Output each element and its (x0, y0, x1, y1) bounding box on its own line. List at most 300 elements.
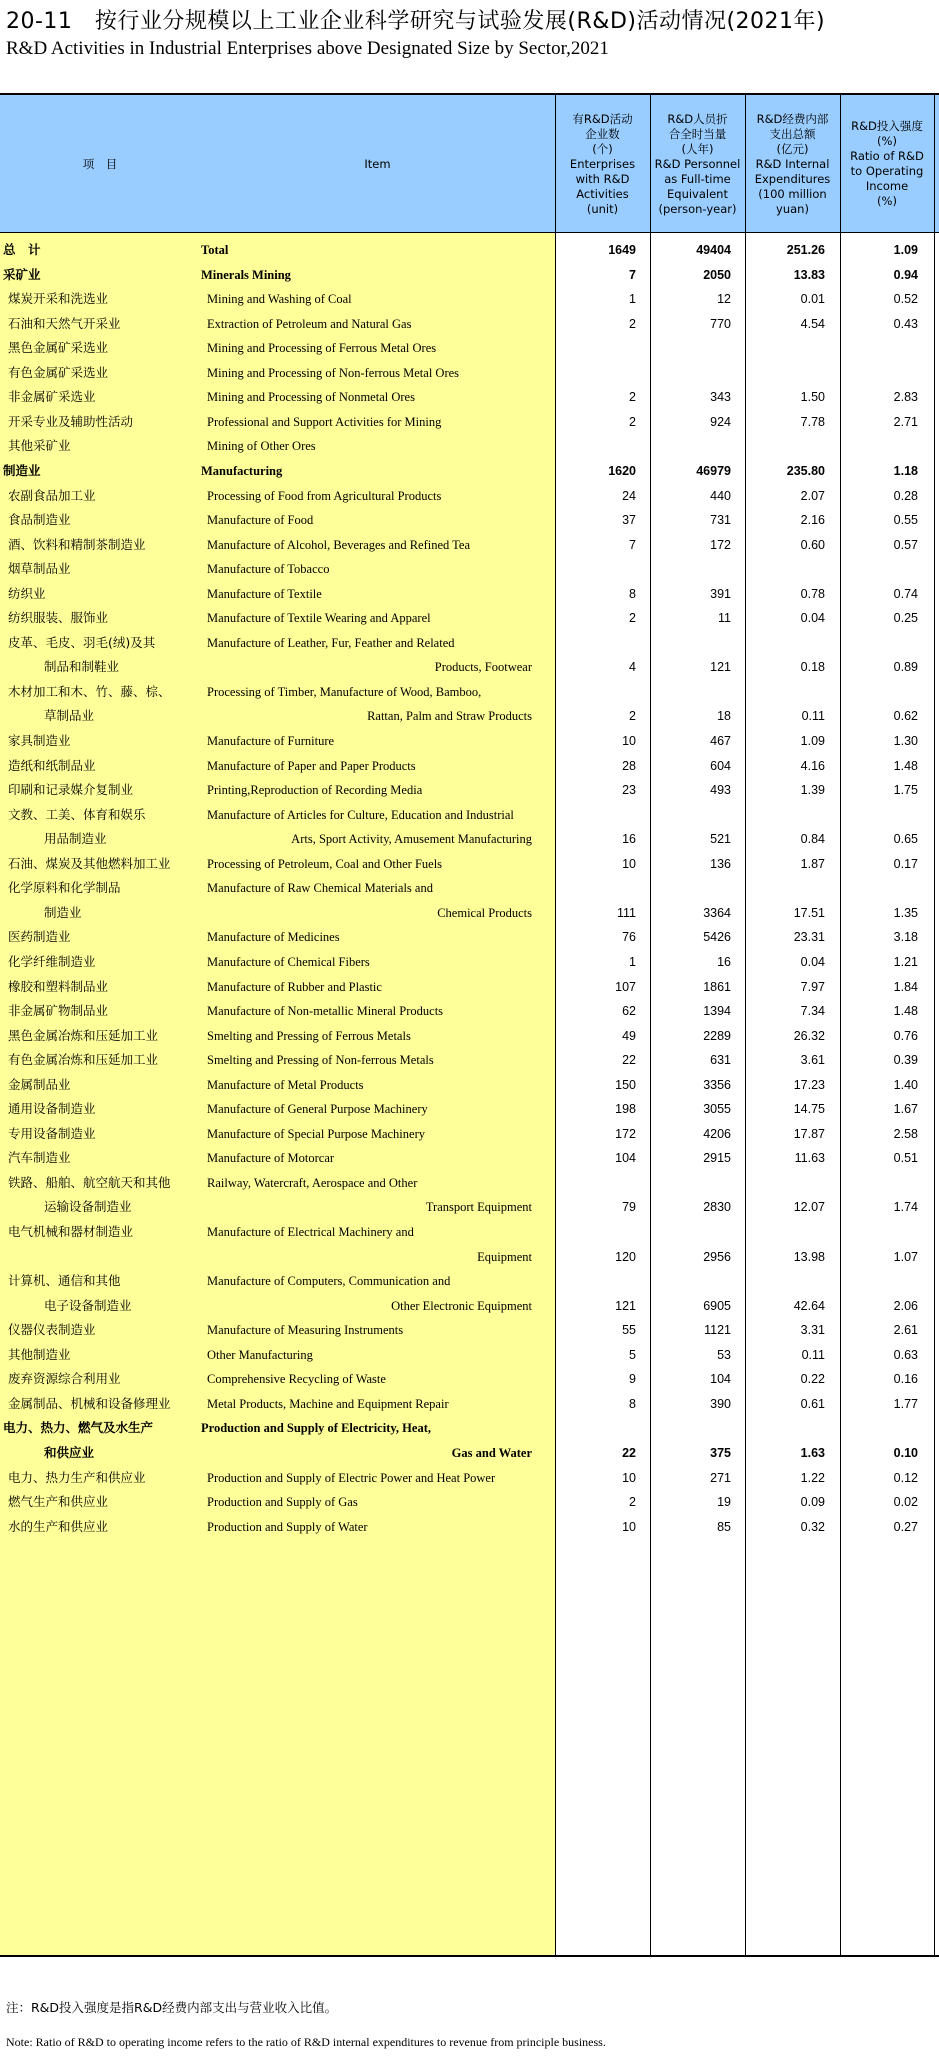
cell-v4: 1.09 (893, 243, 918, 257)
row-label-cn: 制造业 (44, 904, 82, 920)
cell-v2: 1394 (703, 1004, 731, 1019)
header-enterprises (555, 95, 650, 233)
row-label-en: Manufacture of Raw Chemical Materials and (207, 881, 433, 896)
row-label-cn: 采矿业 (3, 266, 41, 282)
row-label-en: Gas and Water (451, 1445, 532, 1460)
cell-v3: 0.04 (800, 611, 825, 626)
cell-v4: 1.74 (893, 1200, 918, 1215)
cell-v4: 0.65 (893, 832, 918, 847)
cell-v1: 28 (622, 758, 636, 773)
row-label-cn: 农副食品加工业 (8, 487, 96, 503)
row-label-en: Manufacture of Chemical Fibers (207, 954, 370, 969)
cell-v3: 14.75 (793, 1102, 825, 1117)
cell-v1: 79 (622, 1200, 636, 1215)
cell-v2: 2050 (703, 267, 731, 282)
row-label-cn: 石油和天然气开采业 (8, 315, 121, 331)
cell-v1: 120 (615, 1249, 636, 1264)
header-line: with R&D (575, 171, 630, 186)
row-label-en: Manufacture of Electrical Machinery and (207, 1225, 414, 1239)
row-label-cn: 用品制造业 (44, 831, 107, 847)
row-label-cn: 汽车制造业 (8, 1150, 71, 1166)
row-label-en: Mining and Washing of Coal (207, 292, 352, 307)
row-label-en: Manufacture of General Purpose Machinery (207, 1102, 428, 1117)
cell-v1: 111 (616, 905, 636, 920)
cell-v1: 2 (629, 390, 636, 405)
row-label-en: Comprehensive Recycling of Waste (207, 1372, 386, 1387)
row-label-cn: 开采专业及辅助性活动 (8, 413, 134, 429)
cell-v3: 3.31 (800, 1323, 825, 1338)
row-label-cn: 电力、热力、燃气及水生产 (3, 1420, 154, 1436)
row-label-cn: 有色金属矿采选业 (8, 364, 109, 380)
cell-v1: 2 (629, 709, 636, 724)
cell-v2: 16 (717, 954, 731, 969)
row-label-en: Professional and Support Activities for Mining (207, 414, 442, 429)
cell-v1: 2 (629, 1495, 636, 1510)
row-label-cn: 酒、饮料和精制茶制造业 (8, 536, 146, 552)
cell-v4: 1.30 (893, 734, 918, 748)
header-line: Expenditures (754, 171, 831, 186)
cell-v3: 0.60 (800, 537, 825, 552)
cell-v2: 5426 (703, 930, 731, 945)
cell-v1: 24 (622, 488, 636, 503)
cell-v1: 10 (622, 734, 636, 748)
cell-v2: 467 (710, 734, 731, 748)
row-label-en: Mining and Processing of Nonmetal Ores (207, 390, 415, 405)
cell-v3: 251.26 (786, 243, 825, 257)
cell-v3: 235.80 (786, 463, 825, 478)
cell-v3: 0.11 (801, 1347, 825, 1362)
row-label-en: Minerals Mining (201, 267, 291, 282)
row-label-cn: 文教、工美、体育和娱乐 (8, 806, 146, 822)
row-label-cn: 家具制造业 (8, 733, 71, 748)
cell-v2: 770 (710, 316, 731, 331)
cell-v4: 1.84 (893, 979, 918, 994)
cell-v3: 13.83 (793, 267, 825, 282)
header-line: 有R&D活动 (572, 111, 633, 126)
row-label-cn: 废弃资源综合利用业 (8, 1371, 121, 1387)
cell-v2: 1861 (703, 979, 731, 994)
row-label-en: Manufacture of Paper and Paper Products (207, 758, 416, 773)
footnote-en: Note: Ratio of R&D to operating income refers to the ratio of R&D internal expenditures to revenue from principle business. (6, 2035, 606, 2049)
cell-v4: 2.58 (893, 1126, 918, 1141)
header-item-en: Item (364, 156, 391, 171)
cell-v2: 85 (717, 1519, 731, 1534)
cell-v3: 0.32 (800, 1519, 825, 1534)
header-line: yuan) (776, 201, 809, 216)
cell-v1: 121 (615, 1298, 636, 1313)
cell-v3: 1.50 (800, 390, 825, 405)
cell-v4: 1.35 (893, 905, 918, 920)
header-line: Income (865, 179, 909, 193)
cell-v4: 0.89 (893, 660, 918, 675)
cell-v1: 37 (622, 513, 636, 528)
cell-v3: 1.22 (800, 1470, 825, 1485)
row-label-en: Manufacture of Textile Wearing and Apparel (207, 611, 431, 626)
cell-v2: 343 (710, 390, 731, 405)
header-personnel (650, 95, 745, 233)
row-label-en: Other Manufacturing (207, 1347, 313, 1362)
row-label-cn: 水的生产和供应业 (8, 1518, 109, 1534)
row-label-cn: 其他采矿业 (8, 438, 71, 454)
row-label-cn: 金属制品业 (8, 1076, 71, 1092)
cell-v2: 391 (710, 586, 731, 601)
row-label-en: Manufacture of Articles for Culture, Education and Industrial (207, 807, 514, 822)
cell-v1: 5 (629, 1347, 636, 1362)
cell-v4: 0.94 (893, 267, 918, 282)
cell-v3: 2.16 (800, 513, 825, 528)
cell-v2: 2289 (703, 1028, 731, 1043)
cell-v1: 8 (629, 1396, 636, 1411)
table-title-en: R&D Activities in Industrial Enterprises above Designated Size by Sector,2021 (6, 38, 609, 59)
row-label-cn: 铁路、船舶、航空航天和其他 (8, 1174, 171, 1190)
row-label-en: Manufacturing (201, 463, 283, 478)
cell-v1: 104 (615, 1151, 636, 1166)
row-label-cn: 化学纤维制造业 (8, 953, 96, 969)
header-line: Ratio of R&D (850, 149, 924, 163)
cell-v2: 172 (710, 537, 731, 552)
header-line: R&D投入强度 (851, 119, 923, 133)
cell-v1: 1 (629, 954, 636, 969)
row-label-en: Manufacture of Rubber and Plastic (207, 979, 382, 994)
cell-v3: 7.78 (800, 414, 825, 429)
cell-v3: 26.32 (793, 1028, 825, 1043)
cell-v3: 0.22 (800, 1372, 825, 1387)
cell-v4: 0.17 (893, 856, 918, 871)
cell-v3: 1.09 (800, 734, 825, 748)
cell-v4: 1.48 (893, 758, 918, 773)
cell-v1: 9 (629, 1372, 636, 1387)
row-label-en: Smelting and Pressing of Non-ferrous Metals (207, 1053, 434, 1068)
cell-v4: 0.12 (893, 1470, 918, 1485)
cell-v3: 17.23 (793, 1077, 825, 1092)
row-label-cn: 黑色金属冶炼和压延加工业 (8, 1027, 159, 1043)
header-line: R&D Internal (755, 156, 830, 171)
row-label-en: Mining and Processing of Non-ferrous Metal Ores (207, 365, 460, 380)
cell-v4: 0.76 (893, 1028, 918, 1043)
cell-v4: 1.18 (893, 463, 918, 478)
cell-v4: 0.02 (893, 1495, 918, 1510)
cell-v3: 1.63 (800, 1445, 825, 1460)
row-label-en: Manufacture of Furniture (207, 734, 335, 748)
cell-v2: 521 (710, 832, 731, 847)
header-line: (人年) (681, 141, 714, 156)
cell-v3: 11.63 (794, 1151, 825, 1166)
cell-v1: 2 (629, 611, 636, 626)
row-label-en: Manufacture of Non-metallic Mineral Products (207, 1004, 444, 1019)
row-label-cn: 运输设备制造业 (44, 1199, 132, 1215)
row-label-en: Processing of Petroleum, Coal and Other Fuels (207, 856, 443, 871)
cell-v1: 150 (615, 1077, 636, 1092)
cell-v3: 13.98 (793, 1249, 825, 1264)
row-label-cn: 黑色金属矿采选业 (8, 340, 109, 356)
cell-v1: 22 (622, 1053, 636, 1068)
cell-v2: 1121 (704, 1323, 731, 1338)
cell-v3: 0.11 (801, 709, 825, 724)
cell-v3: 0.61 (800, 1396, 825, 1411)
cell-v3: 3.61 (800, 1053, 825, 1068)
row-label-en: Production and Supply of Electric Power and Heat Power (207, 1470, 496, 1485)
cell-v4: 1.77 (893, 1396, 918, 1411)
header-line: 合全时当量 (668, 126, 727, 141)
header-line: R&D经费内部 (756, 111, 829, 126)
row-label-cn: 其他制造业 (8, 1346, 71, 1362)
row-label-cn: 专用设备制造业 (8, 1125, 96, 1141)
row-label-en: Products, Footwear (434, 660, 532, 675)
row-label-cn: 电力、热力生产和供应业 (8, 1469, 146, 1485)
cell-v3: 42.64 (793, 1298, 825, 1313)
table-title-cn: 20-11 按行业分规模以上工业企业科学研究与试验发展(R&D)活动情况(2021年) (6, 9, 826, 34)
cell-v4: 0.74 (893, 586, 918, 601)
cell-v2: 731 (710, 513, 731, 528)
cell-v2: 2830 (703, 1200, 731, 1215)
header-line: (person-year) (658, 201, 737, 216)
cell-v4: 0.62 (893, 709, 918, 724)
cell-v2: 104 (710, 1372, 731, 1387)
row-label-en: Mining of Other Ores (207, 439, 316, 454)
cell-v2: 18 (717, 709, 731, 724)
bottom-rule (0, 1955, 939, 1957)
row-label-cn: 皮革、毛皮、羽毛(绒)及其 (8, 634, 156, 650)
row-label-cn: 制造业 (3, 462, 41, 478)
row-label-cn: 计算机、通信和其他 (8, 1273, 121, 1289)
cell-v3: 17.51 (793, 905, 825, 920)
row-label-en: Manufacture of Metal Products (207, 1077, 364, 1092)
row-label-en: Extraction of Petroleum and Natural Gas (207, 316, 412, 331)
row-label-cn: 橡胶和塑料制品业 (8, 978, 109, 994)
row-label-en: Manufacture of Motorcar (207, 1151, 335, 1166)
cell-v3: 12.07 (793, 1200, 825, 1215)
row-label-en: Rattan, Palm and Straw Products (367, 709, 532, 724)
cell-v4: 3.18 (893, 930, 918, 945)
header-line: (%) (877, 194, 897, 208)
cell-v4: 0.43 (893, 316, 918, 331)
cell-v4: 0.16 (893, 1372, 918, 1387)
header-expenditures (745, 95, 840, 233)
row-label-en: Transport Equipment (425, 1200, 532, 1215)
row-label-cn: 医药制造业 (8, 929, 71, 945)
cell-v2: 631 (710, 1053, 731, 1068)
row-label-en: Railway, Watercraft, Aerospace and Other (207, 1175, 418, 1190)
cell-v2: 440 (710, 488, 731, 503)
cell-v1: 16 (622, 832, 636, 847)
header-line: (亿元) (776, 141, 809, 156)
row-label-en: Manufacture of Leather, Fur, Feather and Related (207, 635, 455, 650)
row-label-en: Mining and Processing of Ferrous Metal Ores (207, 341, 437, 356)
header-line: 支出总额 (769, 126, 816, 141)
footnote-cn: 注：R&D投入强度是指R&D经费内部支出与营业收入比值。 (6, 2000, 338, 2015)
cell-v2: 604 (710, 758, 731, 773)
cell-v2: 390 (710, 1396, 731, 1411)
row-label-en: Chemical Products (437, 905, 532, 920)
cell-v1: 76 (622, 930, 636, 945)
cell-v4: 2.71 (893, 414, 918, 429)
cell-v4: 0.39 (893, 1053, 918, 1068)
cell-v3: 1.39 (800, 783, 825, 798)
cell-v4: 1.48 (893, 1004, 918, 1019)
header-line: R&D Personnel (654, 156, 741, 171)
cell-v4: 0.10 (893, 1445, 918, 1460)
cell-v2: 49404 (696, 243, 731, 257)
cell-v3: 0.09 (800, 1495, 825, 1510)
row-label-cn: 造纸和纸制品业 (8, 757, 96, 773)
row-label-en: Production and Supply of Water (207, 1519, 368, 1534)
row-label-cn: 燃气生产和供应业 (8, 1494, 109, 1510)
cell-v4: 1.75 (893, 783, 918, 798)
header-line: to Operating (850, 164, 924, 178)
row-label-cn: 电气机械和器材制造业 (8, 1224, 134, 1239)
cell-v3: 7.97 (800, 979, 825, 994)
row-label-cn: 仪器仪表制造业 (8, 1322, 96, 1338)
cell-v4: 0.55 (893, 513, 918, 528)
cell-v2: 3055 (703, 1102, 731, 1117)
row-label-en: Total (201, 243, 229, 257)
row-label-en: Arts, Sport Activity, Amusement Manufacturing (291, 832, 532, 847)
row-label-en: Manufacture of Measuring Instruments (207, 1323, 404, 1338)
header-bottom-rule (0, 232, 939, 233)
cell-v1: 107 (615, 979, 636, 994)
header-line: Activities (576, 186, 629, 201)
cell-v1: 23 (622, 783, 636, 798)
row-label-en: Equipment (477, 1249, 532, 1264)
row-label-cn: 化学原料和化学制品 (8, 880, 121, 896)
row-label-en: Metal Products, Machine and Equipment Repair (207, 1396, 449, 1411)
cell-v2: 271 (710, 1470, 731, 1485)
cell-v2: 4206 (703, 1126, 731, 1141)
cell-v1: 2 (629, 316, 636, 331)
cell-v2: 136 (710, 856, 731, 871)
header-line: R&D人员折 (667, 111, 728, 126)
cell-v1: 22 (622, 1445, 636, 1460)
cell-v4: 0.63 (893, 1347, 918, 1362)
cell-v3: 4.54 (800, 316, 825, 331)
cell-v2: 2915 (703, 1151, 731, 1166)
row-label-cn: 纺织业 (8, 585, 46, 601)
cell-v1: 172 (615, 1126, 636, 1141)
cell-v1: 8 (629, 586, 636, 601)
header-line: as Full-time (664, 171, 731, 186)
row-label-cn: 和供应业 (44, 1444, 95, 1460)
cell-v3: 17.87 (793, 1126, 825, 1141)
cell-v1: 4 (629, 660, 636, 675)
cell-v4: 2.06 (893, 1298, 918, 1313)
row-label-cn: 木材加工和木、竹、藤、棕、 (8, 683, 171, 699)
row-label-en: Smelting and Pressing of Ferrous Metals (207, 1028, 411, 1043)
row-label-en: Production and Supply of Gas (207, 1495, 358, 1510)
row-label-en: Production and Supply of Electricity, Heat, (201, 1421, 431, 1436)
cell-v4: 0.28 (893, 488, 918, 503)
cell-v4: 0.52 (893, 292, 918, 307)
row-label-cn: 非金属矿物制品业 (8, 1003, 109, 1019)
cell-v2: 3364 (703, 905, 731, 920)
cell-v1: 10 (622, 1519, 636, 1534)
row-label-cn: 制品和制鞋业 (44, 659, 120, 675)
cell-v3: 0.04 (800, 954, 825, 969)
cell-v3: 0.78 (800, 586, 825, 601)
table-row (0, 1511, 939, 1543)
cell-v2: 493 (710, 783, 731, 798)
cell-v4: 1.21 (893, 954, 918, 969)
row-label-en: Manufacture of Medicines (207, 930, 340, 945)
header-line: (%) (877, 134, 897, 148)
header-line: (100 million (758, 186, 827, 201)
row-label-cn: 纺织服装、服饰业 (8, 610, 109, 626)
row-label-en: Other Electronic Equipment (391, 1298, 532, 1313)
cell-v4: 0.25 (893, 611, 918, 626)
row-label-cn: 烟草制品业 (8, 561, 71, 577)
cell-v4: 2.61 (893, 1323, 918, 1338)
header-line: (unit) (586, 201, 619, 216)
cell-v1: 7 (629, 537, 636, 552)
cell-v1: 198 (615, 1102, 636, 1117)
row-label-cn: 总 计 (3, 242, 41, 257)
cell-v2: 53 (717, 1347, 731, 1362)
cell-v1: 7 (629, 267, 636, 282)
cell-v2: 3356 (703, 1077, 731, 1092)
header-line: 企业数 (585, 126, 620, 141)
row-label-cn: 金属制品、机械和设备修理业 (8, 1395, 171, 1411)
row-label-en: Manufacture of Food (207, 513, 314, 528)
cell-v4: 0.57 (893, 537, 918, 552)
cell-v4: 0.27 (893, 1519, 918, 1534)
cell-v2: 11 (718, 611, 731, 626)
row-label-cn: 非金属矿采选业 (8, 389, 96, 405)
row-label-en: Manufacture of Tobacco (207, 562, 330, 577)
cell-v1: 10 (622, 856, 636, 871)
row-label-cn: 食品制造业 (8, 512, 71, 528)
cell-v2: 12 (717, 292, 731, 307)
cell-v1: 10 (622, 1470, 636, 1485)
cell-v3: 0.84 (800, 832, 825, 847)
cell-v3: 4.16 (800, 758, 825, 773)
row-label-en: Processing of Food from Agricultural Products (207, 488, 442, 503)
cell-v3: 1.87 (800, 856, 825, 871)
cell-v4: 2.83 (893, 390, 918, 405)
row-label-en: Processing of Timber, Manufacture of Wood, Bamboo, (207, 684, 482, 699)
row-label-en: Manufacture of Textile (207, 586, 322, 601)
cell-v1: 1649 (608, 243, 636, 257)
cell-v1: 1 (629, 292, 636, 307)
row-label-en: Manufacture of Computers, Communication and (207, 1274, 451, 1289)
cell-v1: 62 (622, 1004, 636, 1019)
row-label-cn: 有色金属冶炼和压延加工业 (8, 1052, 159, 1068)
cell-v3: 0.18 (800, 660, 825, 675)
cell-v2: 2956 (703, 1249, 731, 1264)
row-label-en: Printing,Reproduction of Recording Media (207, 783, 423, 798)
cell-v3: 7.34 (800, 1004, 825, 1019)
row-label-cn: 印刷和记录媒介复制业 (8, 782, 134, 798)
cell-v2: 6905 (703, 1298, 731, 1313)
cell-v2: 924 (710, 414, 731, 429)
cell-v1: 55 (622, 1323, 636, 1338)
row-label-cn: 电子设备制造业 (44, 1297, 132, 1313)
cell-v3: 0.01 (800, 292, 825, 307)
row-label-cn: 石油、煤炭及其他燃料加工业 (8, 855, 171, 871)
header-ratio (840, 95, 934, 233)
header-line: (个) (592, 141, 613, 156)
cell-v1: 49 (622, 1028, 636, 1043)
row-label-en: Manufacture of Alcohol, Beverages and Refined Tea (207, 537, 471, 552)
header-line: Equivalent (667, 186, 728, 201)
cell-v4: 1.40 (893, 1077, 918, 1092)
cell-v1: 2 (629, 414, 636, 429)
row-label-cn: 煤炭开采和洗选业 (8, 291, 109, 307)
cell-v2: 46979 (696, 463, 731, 478)
cell-v1: 1620 (608, 463, 636, 478)
cell-v2: 19 (717, 1495, 731, 1510)
cell-v3: 2.07 (800, 488, 825, 503)
cell-v4: 1.07 (893, 1249, 918, 1264)
cell-v4: 0.51 (893, 1151, 918, 1166)
